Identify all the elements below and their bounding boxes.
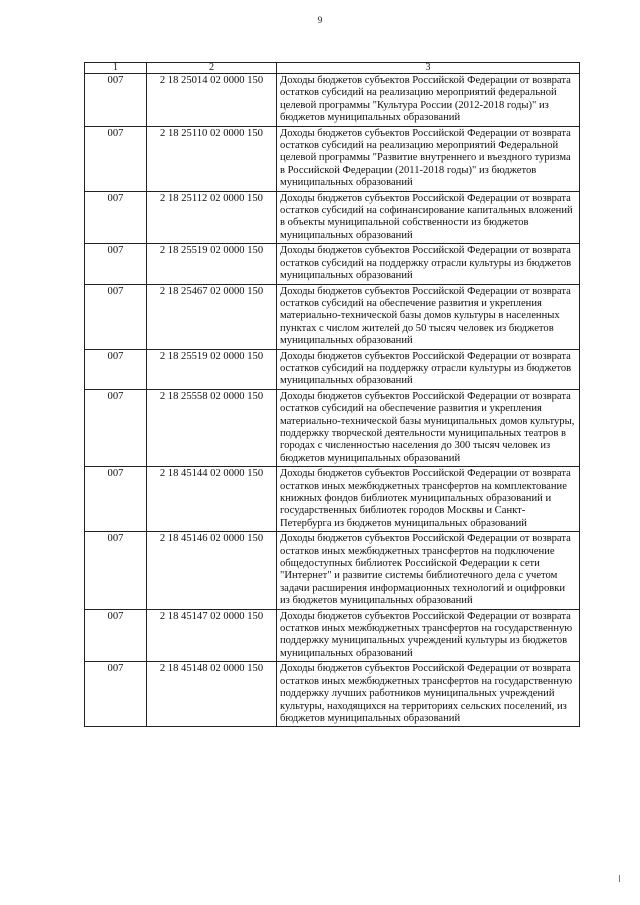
description-cell: Доходы бюджетов субъектов Российской Федерации от возврата остатков субсидий на обеспечение развития и укрепления материально-технической базы домов культуры в населенных пунктах с числом жителей до 50 тысяч человек из бюджетов муниципальных образований <box>277 284 580 349</box>
description-cell: Доходы бюджетов субъектов Российской Федерации от возврата остатков субсидий на поддержку отрасли культуры из бюджетов муниципальных образований <box>277 244 580 284</box>
budget-code-cell: 2 18 45148 02 0000 150 <box>147 662 277 727</box>
description-cell: Доходы бюджетов субъектов Российской Федерации от возврата остатков иных межбюджетных трансфертов на государственную поддержку муниципальных учреждений культуры из бюджетов муниципальных образований <box>277 609 580 662</box>
admin-code-cell: 007 <box>85 74 147 127</box>
description-cell: Доходы бюджетов субъектов Российской Федерации от возврата остатков иных межбюджетных трансфертов на комплектование книжных фондов библиотек муниципальных образований и государственных библиотек городов Москвы и Санкт-Петербурга из бюджетов муниципальных образований <box>277 467 580 532</box>
admin-code-cell: 007 <box>85 662 147 727</box>
table-row <box>85 349 580 389</box>
budget-code-cell: 2 18 25519 02 0000 150 <box>147 349 277 389</box>
admin-code-cell: 007 <box>85 467 147 532</box>
budget-code-cell: 2 18 45147 02 0000 150 <box>147 609 277 662</box>
admin-code-cell: 007 <box>85 349 147 389</box>
table-row <box>85 532 580 609</box>
description-cell: Доходы бюджетов субъектов Российской Федерации от возврата остатков иных межбюджетных трансфертов на государственную поддержку лучших работников муниципальных учреждений культуры, находящихся на территориях сельских поселений, из бюджетов муниципальных образований <box>277 662 580 727</box>
admin-code-cell: 007 <box>85 532 147 609</box>
budget-code-cell: 2 18 25519 02 0000 150 <box>147 244 277 284</box>
budget-code-cell: 2 18 45144 02 0000 150 <box>147 467 277 532</box>
description-cell: Доходы бюджетов субъектов Российской Федерации от возврата остатков субсидий на поддержку отрасли культуры из бюджетов муниципальных образований <box>277 349 580 389</box>
admin-code-cell: 007 <box>85 244 147 284</box>
table-row <box>85 244 580 284</box>
table-row <box>85 467 580 532</box>
budget-code-cell: 2 18 25558 02 0000 150 <box>147 389 277 466</box>
description-cell: Доходы бюджетов субъектов Российской Федерации от возврата остатков субсидий на обеспечение развития и укрепления материально-технической базы муниципальных домов культуры, поддержку творческой деятельности муниципальных театров в городах с численностью населения до 300 тысяч человек из бюджетов муниципальных образований <box>277 389 580 466</box>
table-row <box>85 389 580 466</box>
page-number: 9 <box>317 15 323 25</box>
table-header-row <box>85 63 580 74</box>
budget-code-cell: 2 18 25014 02 0000 150 <box>147 74 277 127</box>
table-row <box>85 662 580 727</box>
revenue-codes-table <box>84 62 580 727</box>
table-row <box>85 284 580 349</box>
description-cell: Доходы бюджетов субъектов Российской Федерации от возврата остатков субсидий на реализацию мероприятий Федеральной целевой программы "Развитие внутреннего и въездного туризма в Российской Федерации (2011-2018 годы)" из бюджетов муниципальных образований <box>277 126 580 191</box>
column-header-1: 1 <box>85 63 147 74</box>
table-row <box>85 126 580 191</box>
description-cell: Доходы бюджетов субъектов Российской Федерации от возврата остатков субсидий на реализацию мероприятий федеральной целевой программы "Культура России (2012-2018 годы)" из бюджетов муниципальных образований <box>277 74 580 127</box>
column-header-3: 3 <box>277 63 580 74</box>
budget-code-cell: 2 18 25112 02 0000 150 <box>147 191 277 244</box>
budget-code-cell: 2 18 45146 02 0000 150 <box>147 532 277 609</box>
table-row <box>85 609 580 662</box>
description-cell: Доходы бюджетов субъектов Российской Федерации от возврата остатков иных межбюджетных трансфертов на подключение общедоступных библиотек Российской Федерации к сети "Интернет" и развитие системы библиотечного дела с учетом задачи расширения информационных технологий и оцифровки из бюджетов муниципальных образований <box>277 532 580 609</box>
admin-code-cell: 007 <box>85 191 147 244</box>
budget-code-cell: 2 18 25110 02 0000 150 <box>147 126 277 191</box>
column-header-2: 2 <box>147 63 277 74</box>
budget-code-cell: 2 18 25467 02 0000 150 <box>147 284 277 349</box>
admin-code-cell: 007 <box>85 389 147 466</box>
margin-mark <box>619 875 620 882</box>
admin-code-cell: 007 <box>85 284 147 349</box>
admin-code-cell: 007 <box>85 609 147 662</box>
admin-code-cell: 007 <box>85 126 147 191</box>
table-row <box>85 191 580 244</box>
table-row <box>85 74 580 127</box>
description-cell: Доходы бюджетов субъектов Российской Федерации от возврата остатков субсидий на софинансирование капитальных вложений в объекты муниципальной собственности из бюджетов муниципальных образований <box>277 191 580 244</box>
